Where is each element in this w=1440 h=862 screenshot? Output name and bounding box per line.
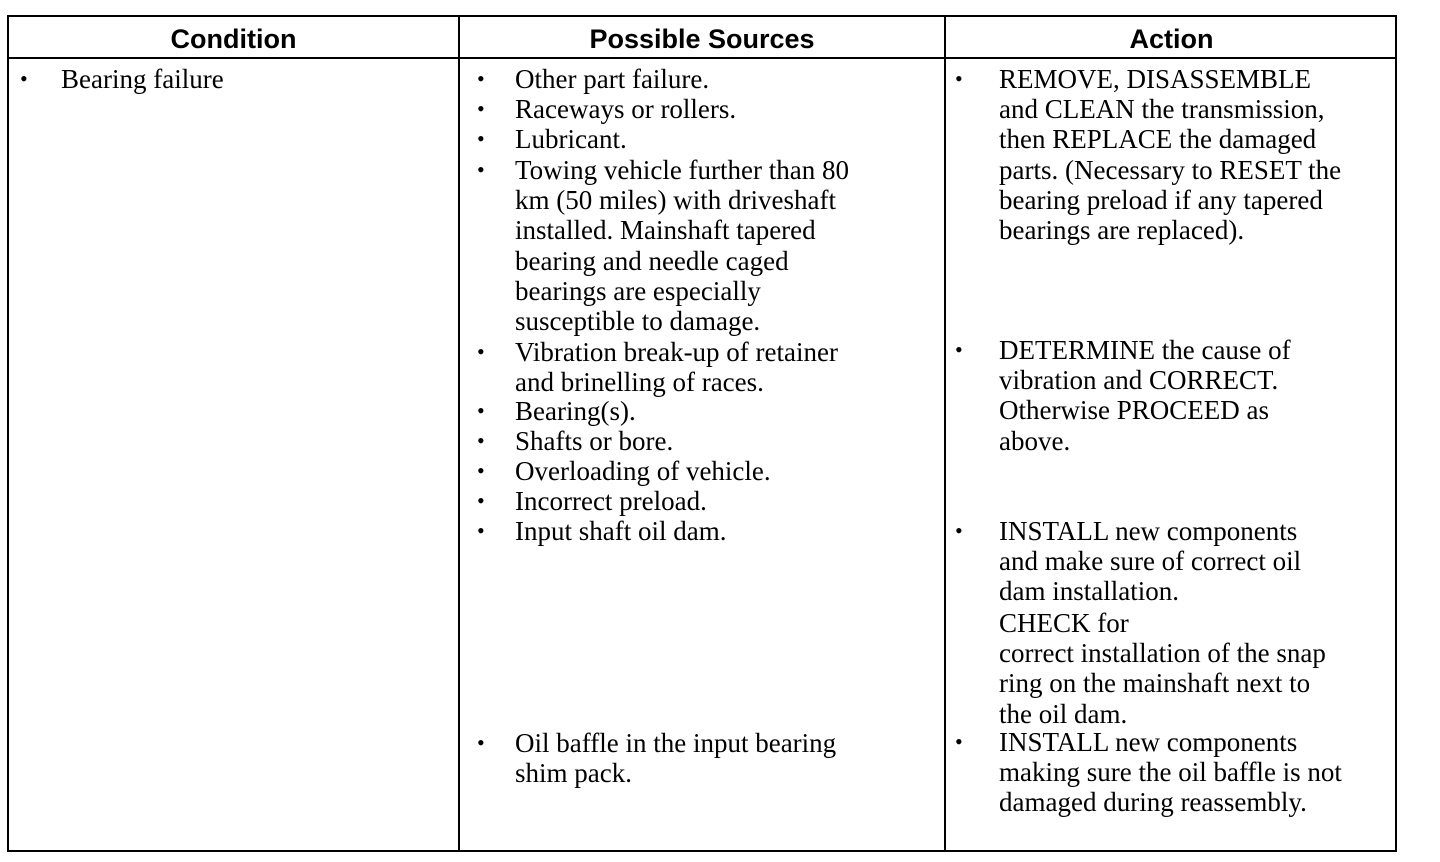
column-divider [944, 17, 946, 850]
source-text: Input shaft oil dam. [515, 516, 727, 546]
bullet-icon: • [477, 157, 485, 182]
source-text: Raceways or rollers. [515, 94, 737, 124]
action-text: INSTALL new components making sure the oil baffle is not damaged during reassembly. [999, 727, 1342, 818]
source-text: Vibration break-up of retainer and brinelling of races. [515, 337, 838, 398]
header-action: Action [1129, 24, 1214, 54]
action-text: REMOVE, DISASSEMBLE and CLEAN the transmission, then REPLACE the damaged parts. (Necessary to RESET the bearing preload if any tapered bearings are replaced). [999, 64, 1342, 246]
bullet-icon: • [477, 126, 485, 151]
source-text: Shafts or bore. [515, 426, 674, 456]
bullet-icon: • [477, 339, 485, 364]
bullet-icon: • [477, 66, 485, 91]
source-text: Other part failure. [515, 64, 710, 94]
bullet-icon: • [955, 729, 963, 754]
bullet-icon: • [477, 518, 485, 543]
bullet-icon: • [477, 488, 485, 513]
source-text: Overloading of vehicle. [515, 456, 771, 486]
action-text: DETERMINE the cause of vibration and CORRECT. Otherwise PROCEED as above. [999, 335, 1291, 456]
source-text: Towing vehicle further than 80 km (50 miles) with driveshaft installed. Mainshaft tapered bearing and needle caged bearings are especially susceptible to damage. [515, 155, 850, 337]
source-text: Oil baffle in the input bearing shim pack. [515, 728, 837, 789]
bullet-icon: • [477, 96, 485, 121]
header-condition: Condition [170, 24, 297, 54]
bullet-icon: • [477, 730, 485, 755]
column-divider [458, 17, 460, 850]
source-text: Lubricant. [515, 124, 627, 154]
bullet-icon: • [955, 518, 963, 543]
bullet-icon: • [955, 337, 963, 362]
header-divider [9, 57, 1395, 59]
bullet-icon: • [20, 66, 28, 91]
source-text: Incorrect preload. [515, 486, 707, 516]
condition-text: Bearing failure [61, 64, 224, 94]
bullet-icon: • [477, 428, 485, 453]
source-text: Bearing(s). [515, 396, 636, 426]
bullet-icon: • [955, 66, 963, 91]
action-text: INSTALL new components and make sure of correct oil dam installation. [999, 516, 1302, 607]
header-possible-sources: Possible Sources [589, 24, 815, 54]
bullet-icon: • [477, 398, 485, 423]
bullet-icon: • [477, 458, 485, 483]
action-note: CHECK for correct installation of the snap ring on the mainshaft next to the oil dam. [999, 608, 1326, 729]
